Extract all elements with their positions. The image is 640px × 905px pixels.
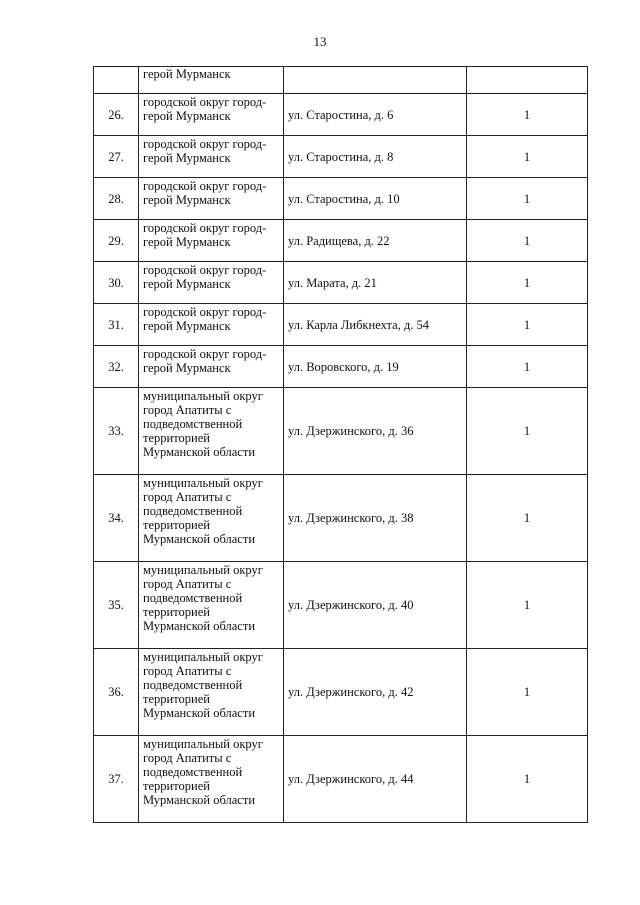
row-number-cell: 26. bbox=[94, 94, 139, 136]
municipality-cell bbox=[139, 475, 284, 562]
municipality-cell bbox=[139, 736, 284, 823]
address-cell: ул. Дзержинского, д. 44 bbox=[284, 736, 467, 823]
quantity-cell: 1 bbox=[467, 649, 588, 736]
municipality-line: муниципальный округ bbox=[143, 650, 263, 664]
municipality-line: подведомственной bbox=[143, 765, 243, 779]
municipality-line: городской округ город- bbox=[143, 179, 267, 193]
municipality-line: территорией bbox=[143, 779, 210, 793]
municipality-line: городской округ город- bbox=[143, 221, 267, 235]
quantity-cell: 1 bbox=[467, 475, 588, 562]
municipality-cell bbox=[139, 220, 284, 262]
row-number-cell: 35. bbox=[94, 562, 139, 649]
table-row bbox=[94, 262, 588, 304]
address-cell bbox=[284, 67, 467, 94]
address-cell: ул. Воровского, д. 19 bbox=[284, 346, 467, 388]
quantity-cell: 1 bbox=[467, 388, 588, 475]
municipality-line: муниципальный округ bbox=[143, 389, 263, 403]
municipality-line: муниципальный округ bbox=[143, 737, 263, 751]
municipality-line: территорией bbox=[143, 518, 210, 532]
quantity-cell: 1 bbox=[467, 562, 588, 649]
quantity-cell: 1 bbox=[467, 94, 588, 136]
quantity-cell: 1 bbox=[467, 736, 588, 823]
municipality-cell bbox=[139, 94, 284, 136]
table-row bbox=[94, 388, 588, 475]
municipality-line: герой Мурманск bbox=[143, 193, 231, 207]
addresses-table bbox=[93, 66, 588, 823]
address-cell: ул. Старостина, д. 10 bbox=[284, 178, 467, 220]
municipality-cell bbox=[139, 304, 284, 346]
municipality-line: город Апатиты с bbox=[143, 403, 232, 417]
municipality-line: подведомственной bbox=[143, 678, 243, 692]
row-number-cell: 32. bbox=[94, 346, 139, 388]
municipality-line: герой Мурманск bbox=[143, 319, 231, 333]
row-number-cell: 33. bbox=[94, 388, 139, 475]
municipality-line: герой Мурманск bbox=[143, 109, 231, 123]
row-number-cell: 34. bbox=[94, 475, 139, 562]
address-cell: ул. Радищева, д. 22 bbox=[284, 220, 467, 262]
table-row bbox=[94, 475, 588, 562]
municipality-line: территорией bbox=[143, 605, 210, 619]
municipality-cell bbox=[139, 346, 284, 388]
address-cell: ул. Дзержинского, д. 36 bbox=[284, 388, 467, 475]
row-number-cell: 36. bbox=[94, 649, 139, 736]
municipality-line: герой Мурманск bbox=[143, 277, 231, 291]
address-cell: ул. Старостина, д. 8 bbox=[284, 136, 467, 178]
municipality-line: Мурманской области bbox=[143, 706, 256, 720]
municipality-cell bbox=[139, 178, 284, 220]
row-number-cell: 30. bbox=[94, 262, 139, 304]
table-row-continued bbox=[94, 67, 588, 94]
row-number-cell: 27. bbox=[94, 136, 139, 178]
municipality-line: Мурманской области bbox=[143, 532, 256, 546]
table-row bbox=[94, 304, 588, 346]
address-cell: ул. Дзержинского, д. 42 bbox=[284, 649, 467, 736]
municipality-cell: герой Мурманск bbox=[139, 67, 284, 94]
quantity-cell: 1 bbox=[467, 346, 588, 388]
municipality-line: подведомственной bbox=[143, 504, 243, 518]
row-number-cell bbox=[94, 67, 139, 94]
municipality-line: Мурманской области bbox=[143, 793, 256, 807]
municipality-line: муниципальный округ bbox=[143, 563, 263, 577]
page-number: 13 bbox=[313, 34, 327, 49]
table-row bbox=[94, 649, 588, 736]
municipality-line: муниципальный округ bbox=[143, 476, 263, 490]
municipality-line: город Апатиты с bbox=[143, 577, 232, 591]
municipality-cell bbox=[139, 388, 284, 475]
quantity-cell bbox=[467, 67, 588, 94]
table-row bbox=[94, 136, 588, 178]
municipality-line: город Апатиты с bbox=[143, 664, 232, 678]
row-number-cell: 29. bbox=[94, 220, 139, 262]
table-row bbox=[94, 736, 588, 823]
municipality-cell bbox=[139, 262, 284, 304]
address-cell: ул. Старостина, д. 6 bbox=[284, 94, 467, 136]
municipality-line: городской округ город- bbox=[143, 263, 267, 277]
municipality-line: герой Мурманск bbox=[143, 235, 231, 249]
row-number-cell: 31. bbox=[94, 304, 139, 346]
municipality-line: территорией bbox=[143, 692, 210, 706]
quantity-cell: 1 bbox=[467, 136, 588, 178]
row-number-cell: 37. bbox=[94, 736, 139, 823]
municipality-line: герой Мурманск bbox=[143, 151, 231, 165]
table-row bbox=[94, 220, 588, 262]
address-cell: ул. Дзержинского, д. 40 bbox=[284, 562, 467, 649]
municipality-line: герой Мурманск bbox=[143, 361, 231, 375]
municipality-line: город Апатиты с bbox=[143, 751, 232, 765]
table-row bbox=[94, 178, 588, 220]
quantity-cell: 1 bbox=[467, 262, 588, 304]
municipality-line: территорией bbox=[143, 431, 210, 445]
table-body bbox=[94, 67, 588, 823]
municipality-line: подведомственной bbox=[143, 417, 243, 431]
address-cell: ул. Марата, д. 21 bbox=[284, 262, 467, 304]
municipality-line: городской округ город- bbox=[143, 347, 267, 361]
address-cell: ул. Дзержинского, д. 38 bbox=[284, 475, 467, 562]
municipality-line: городской округ город- bbox=[143, 305, 267, 319]
quantity-cell: 1 bbox=[467, 178, 588, 220]
municipality-line: Мурманской области bbox=[143, 445, 256, 459]
municipality-cell bbox=[139, 562, 284, 649]
municipality-cell bbox=[139, 136, 284, 178]
table-row bbox=[94, 562, 588, 649]
municipality-line: подведомственной bbox=[143, 591, 243, 605]
quantity-cell: 1 bbox=[467, 304, 588, 346]
municipality-line: Мурманской области bbox=[143, 619, 256, 633]
row-number-cell: 28. bbox=[94, 178, 139, 220]
municipality-cell bbox=[139, 649, 284, 736]
table-row bbox=[94, 94, 588, 136]
municipality-line: городской округ город- bbox=[143, 137, 267, 151]
municipality-line: город Апатиты с bbox=[143, 490, 232, 504]
address-cell: ул. Карла Либкнехта, д. 54 bbox=[284, 304, 467, 346]
table-row bbox=[94, 346, 588, 388]
quantity-cell: 1 bbox=[467, 220, 588, 262]
municipality-line: городской округ город- bbox=[143, 95, 267, 109]
